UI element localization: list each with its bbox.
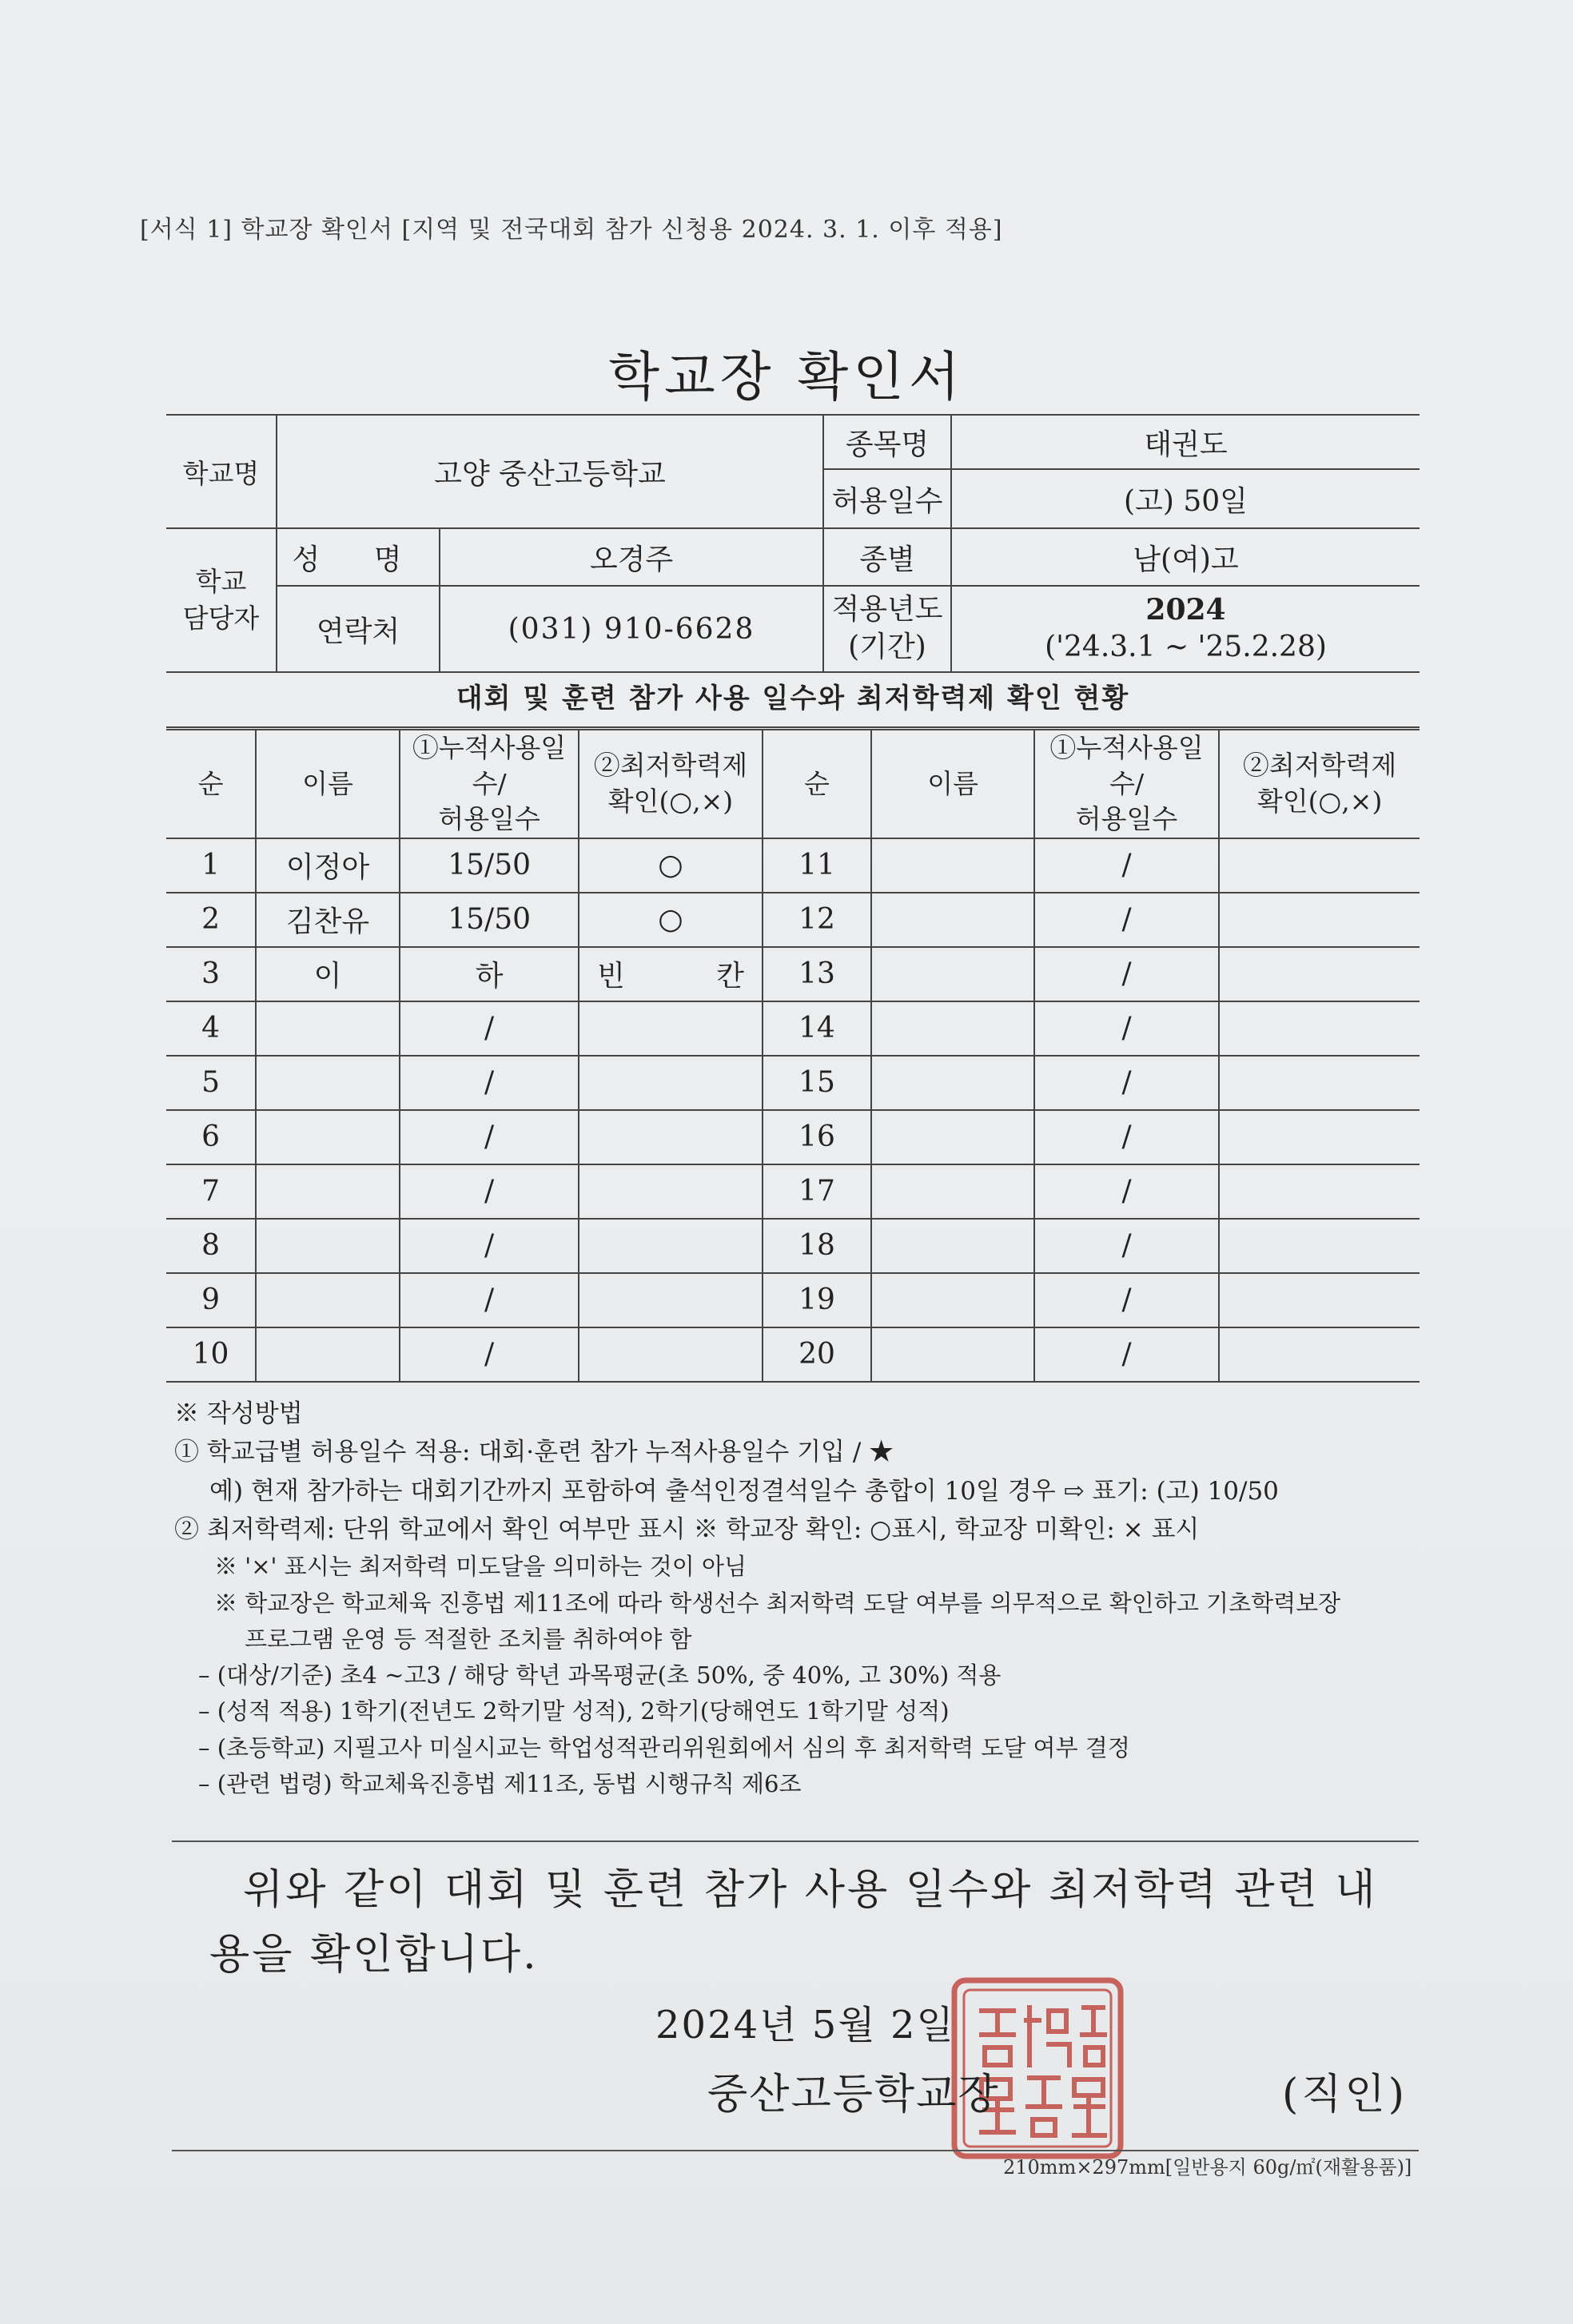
year-cell xyxy=(951,586,1420,672)
cell-usage-right-text: / xyxy=(1121,1175,1132,1208)
cell-min-grade-right xyxy=(1219,838,1420,893)
seal-label: (직인) xyxy=(1282,2071,1408,2119)
note-dash-3: – (초등학교) 지필고사 미실시교는 학업성적관리위원회에서 심의 후 최저학력 도달 여부 결정 xyxy=(198,1733,1130,1761)
cell-usage xyxy=(400,1001,579,1056)
cell-name-text: 이 xyxy=(313,960,342,993)
cell-usage xyxy=(400,838,579,893)
note-2-sub-2-cont: 프로그램 운영 등 적절한 조치를 취하여야 함 xyxy=(245,1625,692,1653)
info-table xyxy=(166,414,1420,673)
cell-usage xyxy=(400,1219,579,1273)
cell-name xyxy=(256,1327,400,1382)
note-2-sub-1: ※ '×' 표시는 최저학력 미도달을 의미하는 것이 아님 xyxy=(214,1553,747,1581)
cell-name-right xyxy=(871,1164,1034,1219)
cell-min-grade xyxy=(579,1327,762,1382)
cell-usage xyxy=(400,947,579,1001)
header-usage-right: ①누적사용일수/ 허용일수 xyxy=(1034,730,1219,838)
cell-seq-right-text: 11 xyxy=(798,849,835,882)
cell-min-grade xyxy=(579,1001,762,1056)
table-row xyxy=(166,1056,1420,1110)
cell-name xyxy=(256,1110,400,1164)
cell-seq-text: 1 xyxy=(201,849,220,882)
cell-seq xyxy=(166,1001,256,1056)
cell-usage-right xyxy=(1034,838,1219,893)
cell-usage xyxy=(400,1164,579,1219)
cell-min-grade-right xyxy=(1219,1327,1420,1382)
cell-usage-text: / xyxy=(484,1229,495,1263)
cell-usage-right xyxy=(1034,1110,1219,1164)
notes-heading: ※ 작성방법 xyxy=(174,1399,303,1428)
allowed-days-value: (고) 50일 xyxy=(951,469,1420,528)
cell-seq-text: 2 xyxy=(201,903,220,937)
sport-label: 종목명 xyxy=(823,415,951,469)
cell-seq-right xyxy=(763,1164,872,1219)
table-row xyxy=(166,1110,1420,1164)
cell-min-grade-right xyxy=(1219,1273,1420,1327)
table-row xyxy=(166,1327,1420,1382)
principal-name: 중산고등학교장 xyxy=(707,2071,1000,2119)
cell-usage-right xyxy=(1034,1001,1219,1056)
cell-usage-text: / xyxy=(484,1338,495,1371)
header-seq-right: 순 xyxy=(763,730,872,838)
cell-usage-text: / xyxy=(484,1066,495,1100)
participant-table xyxy=(166,729,1420,1383)
cell-seq-text: 3 xyxy=(201,957,220,991)
table-row xyxy=(166,1273,1420,1327)
cell-seq xyxy=(166,1219,256,1273)
cell-name xyxy=(256,1001,400,1056)
cell-seq-right-text: 16 xyxy=(798,1120,835,1154)
cell-usage-right-text: / xyxy=(1121,1066,1132,1100)
cell-name-right xyxy=(871,893,1034,947)
cell-min-grade xyxy=(579,1164,762,1219)
form-header: [서식 1] 학교장 확인서 [지역 및 전국대회 참가 신청용 2024. 3. 1. 이후 적용] xyxy=(140,216,1003,244)
cell-usage-text: / xyxy=(484,1283,495,1317)
cell-usage-text: / xyxy=(484,1120,495,1154)
cell-seq-right xyxy=(763,893,872,947)
cell-name xyxy=(256,1219,400,1273)
confirmation-date: 2024년 5월 2일 xyxy=(655,2003,955,2047)
cell-seq xyxy=(166,838,256,893)
header-name-right: 이름 xyxy=(871,730,1034,838)
cell-name xyxy=(256,1273,400,1327)
cell-seq-right-text: 18 xyxy=(798,1229,835,1263)
cell-min-grade xyxy=(579,838,762,893)
cell-seq xyxy=(166,1164,256,1219)
cell-min-grade xyxy=(579,1110,762,1164)
allowed-days-label: 허용일수 xyxy=(823,469,951,528)
note-1-example: 예) 현재 참가하는 대회기간까지 포함하여 출석인정결석일수 총합이 10일 경우 ⇨ 표기: (고) 10/50 xyxy=(209,1476,1279,1506)
cell-min-grade xyxy=(579,1219,762,1273)
cell-min-grade-right xyxy=(1219,893,1420,947)
cell-seq xyxy=(166,1056,256,1110)
cell-seq xyxy=(166,947,256,1001)
cell-name xyxy=(256,947,400,1001)
cell-min-grade-right xyxy=(1219,1056,1420,1110)
cell-seq-text: 5 xyxy=(201,1066,220,1100)
year-label: 적용년도 (기간) xyxy=(823,586,951,672)
cell-name xyxy=(256,838,400,893)
cell-usage-right xyxy=(1034,1056,1219,1110)
cell-seq-text: 9 xyxy=(201,1283,220,1317)
table-row xyxy=(166,1001,1420,1056)
cell-min-grade-right xyxy=(1219,947,1420,1001)
cell-seq xyxy=(166,1327,256,1382)
header-usage: ①누적사용일수/ 허용일수 xyxy=(400,730,579,838)
header-name: 이름 xyxy=(256,730,400,838)
note-dash-1: – (대상/기준) 초4 ~고3 / 해당 학년 과목평균(초 50%, 중 40%, 고 30%) 적용 xyxy=(198,1661,1002,1689)
cell-usage xyxy=(400,1056,579,1110)
cell-min-grade-right xyxy=(1219,1219,1420,1273)
header-min-grade-right: ②최저학력제 확인(○,×) xyxy=(1219,730,1420,838)
page-title: 학교장 확인서 xyxy=(608,346,965,408)
writing-instructions xyxy=(174,1395,1421,1802)
cell-seq-right xyxy=(763,1273,872,1327)
cell-min-grade-text: 빈 칸 xyxy=(596,960,744,993)
cell-name-right xyxy=(871,1327,1034,1382)
school-label: 학교명 xyxy=(166,415,277,528)
cell-usage-right xyxy=(1034,893,1219,947)
cell-usage-right-text: / xyxy=(1121,849,1132,882)
cell-usage-right xyxy=(1034,1273,1219,1327)
table-row xyxy=(166,838,1420,893)
cell-seq-text: 7 xyxy=(201,1175,220,1208)
cell-seq xyxy=(166,1273,256,1327)
cell-seq-right-text: 14 xyxy=(798,1012,835,1045)
table-row xyxy=(166,1219,1420,1273)
cell-usage-text: / xyxy=(484,1012,495,1045)
period-value: ('24.3.1 ~ '25.2.28) xyxy=(1045,631,1327,663)
cell-name-right xyxy=(871,838,1034,893)
cell-seq xyxy=(166,893,256,947)
note-2-sub-2: ※ 학교장은 학교체육 진흥법 제11조에 따라 학생선수 최저학력 도달 여부를 의무적으로 확인하고 기초학력보장 xyxy=(214,1589,1341,1617)
cell-seq-right-text: 20 xyxy=(798,1338,835,1371)
cell-seq-right xyxy=(763,1056,872,1110)
cell-usage xyxy=(400,1273,579,1327)
cell-usage-text: 하 xyxy=(475,960,504,993)
cell-seq-right-text: 13 xyxy=(798,957,835,991)
cell-min-grade-text: ○ xyxy=(658,903,683,937)
cell-seq-text: 4 xyxy=(201,1012,220,1045)
cell-seq-right-text: 17 xyxy=(798,1175,835,1208)
cell-min-grade-right xyxy=(1219,1164,1420,1219)
cell-usage xyxy=(400,893,579,947)
cell-name-right xyxy=(871,1001,1034,1056)
note-2: ② 최저학력제: 단위 학교에서 확인 여부만 표시 ※ 학교장 확인: ○표시, 학교장 미확인: × 표시 xyxy=(174,1515,1200,1545)
cell-name xyxy=(256,1164,400,1219)
note-1: ① 학교급별 허용일수 적용: 대회·훈련 참가 누적사용일수 기입 / ★ xyxy=(174,1438,894,1467)
name-value: 오경주 xyxy=(440,528,823,586)
cell-seq-text: 6 xyxy=(201,1120,220,1154)
header-min-grade: ②최저학력제 확인(○,×) xyxy=(579,730,762,838)
cell-usage-text: 15/50 xyxy=(448,903,531,937)
gender-value: 남(여)고 xyxy=(951,528,1420,586)
cell-name-right xyxy=(871,1219,1034,1273)
cell-usage-right-text: / xyxy=(1121,1338,1132,1371)
cell-seq-right xyxy=(763,1110,872,1164)
year-value: 2024 xyxy=(1145,593,1226,627)
cell-seq-right xyxy=(763,1327,872,1382)
cell-seq-right xyxy=(763,947,872,1001)
cell-usage xyxy=(400,1110,579,1164)
cell-seq xyxy=(166,1110,256,1164)
cell-usage-text: 15/50 xyxy=(448,849,531,882)
cell-usage-right-text: / xyxy=(1121,1120,1132,1154)
cell-min-grade-right xyxy=(1219,1001,1420,1056)
cell-min-grade xyxy=(579,1273,762,1327)
school-value: 고양 중산고등학교 xyxy=(277,415,823,528)
cell-min-grade xyxy=(579,1056,762,1110)
cell-min-grade xyxy=(579,893,762,947)
cell-name-right xyxy=(871,1110,1034,1164)
participant-rows xyxy=(166,838,1420,1382)
confirmation-text: 위와 같이 대회 및 훈련 참가 사용 일수와 최저학력 관련 내용을 확인합니다. xyxy=(209,1866,1378,1980)
status-title: 대회 및 훈련 참가 사용 일수와 최저학력제 확인 현황 xyxy=(166,676,1420,728)
note-dash-4: – (관련 법령) 학교체육진흥법 제11조, 동법 시행규칙 제6조 xyxy=(198,1769,802,1797)
cell-seq-text: 8 xyxy=(201,1229,220,1263)
contact-label: 연락처 xyxy=(277,586,440,672)
sport-value: 태권도 xyxy=(951,415,1420,469)
cell-usage-text: / xyxy=(484,1175,495,1208)
contact-value: (031) 910-6628 xyxy=(440,586,823,672)
cell-seq-right xyxy=(763,1001,872,1056)
cell-name-right xyxy=(871,1273,1034,1327)
cell-usage-right-text: / xyxy=(1121,903,1132,937)
cell-min-grade-right xyxy=(1219,1110,1420,1164)
cell-usage-right xyxy=(1034,1327,1219,1382)
cell-seq-right-text: 12 xyxy=(798,903,835,937)
cell-name xyxy=(256,893,400,947)
cell-seq-right xyxy=(763,838,872,893)
paper-spec: 210mm×297mm[일반용지 60g/㎡(재활용품)] xyxy=(1003,2156,1412,2179)
table-row xyxy=(166,893,1420,947)
cell-seq-right xyxy=(763,1219,872,1273)
cell-seq-right-text: 19 xyxy=(798,1283,835,1317)
cell-usage-right xyxy=(1034,947,1219,1001)
cell-name-text: 이정아 xyxy=(285,851,370,885)
cell-usage-right-text: / xyxy=(1121,1283,1132,1317)
note-dash-2: – (성적 적용) 1학기(전년도 2학기말 성적), 2학기(당해연도 1학기말 성적) xyxy=(198,1697,950,1725)
gender-label: 종별 xyxy=(823,528,951,586)
cell-seq-right-text: 15 xyxy=(798,1066,835,1100)
cell-usage-right-text: / xyxy=(1121,1012,1132,1045)
cell-min-grade-text: ○ xyxy=(658,849,683,882)
cell-usage xyxy=(400,1327,579,1382)
table-row xyxy=(166,1164,1420,1219)
cell-usage-right xyxy=(1034,1219,1219,1273)
cell-usage-right-text: / xyxy=(1121,1229,1132,1263)
divider xyxy=(172,1840,1419,1842)
cell-min-grade xyxy=(579,947,762,1001)
cell-seq-text: 10 xyxy=(192,1338,229,1371)
cell-name-right xyxy=(871,1056,1034,1110)
cell-usage-right-text: / xyxy=(1121,957,1132,991)
table-row xyxy=(166,947,1420,1001)
cell-name xyxy=(256,1056,400,1110)
header-seq: 순 xyxy=(166,730,256,838)
cell-name-text: 김찬유 xyxy=(285,905,370,939)
cell-name-right xyxy=(871,947,1034,1001)
manager-label: 학교 담당자 xyxy=(166,528,277,672)
name-label: 성 명 xyxy=(277,528,440,586)
cell-usage-right xyxy=(1034,1164,1219,1219)
